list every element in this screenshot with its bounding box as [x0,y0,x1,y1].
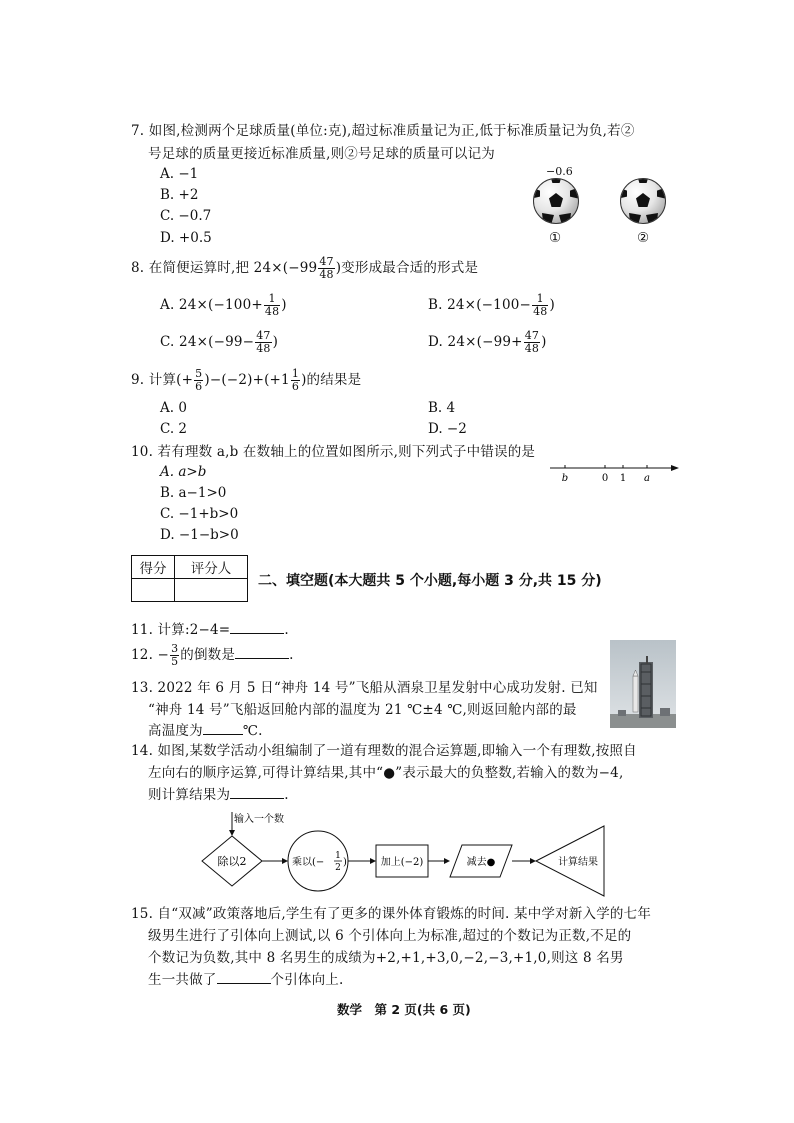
q9-option-d: D. −2 [428,421,467,437]
rocket-launch-photo-icon [610,640,676,728]
ball2-label: ② [637,230,650,246]
q7-stem-line2: 号足球的质量更接近标准质量,则②号足球的质量可以记为 [148,146,495,162]
section2-title: 二、填空题(本大题共 5 个小题,每小题 3 分,共 15 分) [258,573,602,589]
score-box-cell1[interactable] [132,579,175,602]
axis-label-a: a [644,473,650,484]
q14-line2: 左向右的顺序运算,可得计算结果,其中“●”表示最大的负整数,若输入的数为−4, [148,765,624,781]
q15-answer-blank[interactable] [217,969,271,984]
q7-stem-line1: 7. 如图,检测两个足球质量(单位:克),超过标准质量记为正,低于标准质量记为负,若② [131,123,635,139]
flow-step4-label: 减去● [466,857,496,868]
q10-option-a: A. a>b [160,464,207,480]
score-box-cell2[interactable] [175,579,248,602]
flow-step3-label: 加上(−2) [380,857,424,868]
q9-stem: 9. 计算(+ $\frac{5}{6}$ )−(−2)+(+1 $\frac{1}{6}$ )的结果是 [131,367,362,393]
q10-option-c: C. −1+b>0 [160,506,239,522]
soccer-ball-1-icon [533,178,579,224]
soccer-ball-2-icon [620,178,666,224]
score-box [131,555,248,602]
q13-line1: 13. 2022 年 6 月 5 日“神舟 14 号”飞船从酒泉卫星发射中心成功发射. 已知 [131,680,598,696]
q10-option-d: D. −1−b>0 [160,527,239,543]
q9-option-b: B. 4 [428,400,456,416]
q13-line2: “神舟 14 号”飞船返回舱内部的温度为 21 ℃±4 ℃,则返回舱内部的最 [148,702,577,718]
q7-option-a: A. −1 [160,166,199,182]
operation-flowchart [200,808,610,900]
q14-line3: 则计算结果为 . [148,784,289,806]
q8-option-c: C. 24×(−99− $\frac{47}{48}$ ) [160,329,279,355]
q13-line3: 高温度为 ℃. [148,720,263,742]
flow-step2-den: 2 [335,863,341,873]
ball1-value: −0.6 [546,165,573,178]
q8-stem: 8. 在简便运算时,把 24×(−99 $\frac{47}{48}$ )变形成最合适的形式是 [131,255,479,281]
q11-stem: 11. 计算:2−4= . [131,619,289,641]
flow-step2-pre: 乘以(− [292,857,325,868]
flow-step2-post: ) [343,857,347,868]
q8-option-b: B. 24×(−100− $\frac{1}{48}$ ) [428,292,555,318]
score-box-col2: 评分人 [175,556,248,579]
score-box-col1: 得分 [132,556,175,579]
q9-option-a: A. 0 [160,400,187,416]
q10-stem: 10. 若有理数 a,b 在数轴上的位置如图所示,则下列式子中错误的是 [131,444,536,460]
q15-line4: 生一共做了 个引体向上. [148,969,344,991]
axis-label-1: 1 [619,473,627,484]
q7-option-b: B. +2 [160,187,199,203]
q14-line1: 14. 如图,某数学活动小组编制了一道有理数的混合运算题,即输入一个有理数,按照自 [131,743,637,759]
q10-option-b: B. a−1>0 [160,485,227,501]
axis-label-0: 0 [601,473,609,484]
q13-answer-blank[interactable] [203,720,243,735]
ball1-label: ① [549,230,562,246]
q9-option-c: C. 2 [160,421,188,437]
q7-option-c: C. −0.7 [160,208,212,224]
flow-step2-num: 1 [335,851,341,861]
page-footer: 数学 第 2 页(共 6 页) [337,1002,471,1017]
q8-option-d: D. 24×(−99+ $\frac{47}{48}$ ) [428,329,547,355]
q12-answer-blank[interactable] [235,644,289,659]
q14-answer-blank[interactable] [230,784,284,799]
q15-line3: 个数记为负数,其中 8 名男生的成绩为+2,+1,+3,0,−2,−3,+1,0,则这 8 名男 [148,950,624,966]
q15-line2: 级男生进行了引体向上测试,以 6 个引体向上为标准,超过的个数记为正数,不足的 [148,928,632,944]
flow-step5-label: 计算结果 [558,857,598,868]
q7-option-d: D. +0.5 [160,230,212,246]
q12-stem: 12. − $\frac{3}{5}$ 的倒数是 . [131,642,294,668]
q15-line1: 15. 自“双减”政策落地后,学生有了更多的课外体育锻炼的时间. 某中学对新入学的七年 [131,906,652,922]
q8-option-a: A. 24×(−100+ $\frac{1}{48}$ ) [160,292,287,318]
number-line [545,455,685,485]
q11-answer-blank[interactable] [230,619,284,634]
axis-label-b: b [561,473,569,484]
flow-step1-label: 除以2 [217,855,247,868]
flow-input-label: 输入一个数 [234,814,284,825]
